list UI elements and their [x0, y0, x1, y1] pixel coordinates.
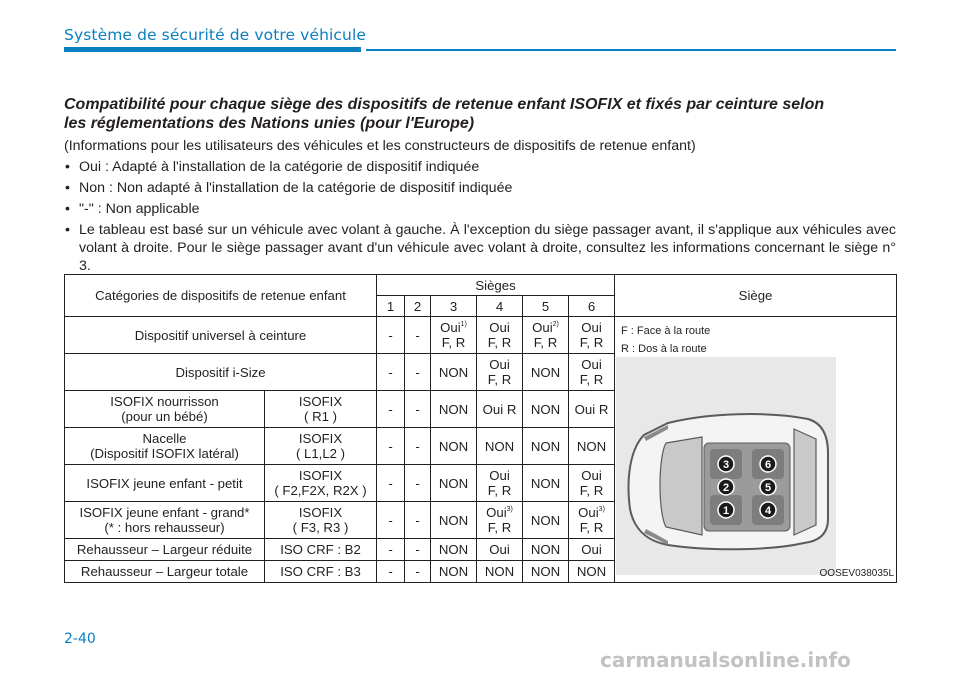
header-bar-thick — [64, 47, 361, 52]
cell: - — [405, 539, 431, 561]
row-category: Rehausseur – Largeur réduite — [65, 539, 265, 561]
main-content — [64, 95, 896, 275]
cell: Oui$^{2)}$ F, R — [523, 317, 569, 354]
row-category: Rehausseur – Largeur totale — [65, 561, 265, 583]
seat-diagram-cell — [615, 317, 897, 583]
row-category: ISOFIX jeune enfant - petit — [65, 465, 265, 502]
cell: - — [377, 391, 405, 428]
svg-text:6: 6 — [764, 459, 772, 471]
watermark: carmanualsonline.info — [600, 648, 851, 672]
cell: Oui R — [569, 391, 615, 428]
seat-marker-4-icon — [760, 502, 776, 518]
cell: - — [405, 354, 431, 391]
bullet-item: • Le tableau est basé sur un véhicule avec volant à gauche. À l'exception du siège passager avant, il s'applique aux véhicules avec volant à droite. Pour le siège passager avant d'un véhicule avec volant à droite, consultez les informations concernant le siège n° 3. — [65, 222, 896, 274]
cell: NON — [523, 354, 569, 391]
cell: - — [405, 465, 431, 502]
cell: NON — [523, 561, 569, 583]
svg-text:2: 2 — [722, 482, 730, 494]
header-bar-thin — [366, 49, 896, 51]
row-category: ISOFIX jeune enfant - grand* (* : hors rehausseur) — [65, 502, 265, 539]
cell: NON — [431, 502, 477, 539]
seat-number: 1 — [377, 296, 405, 317]
cell: - — [405, 502, 431, 539]
cell: NON — [569, 561, 615, 583]
row-category: ISOFIX nourrisson (pour un bébé) — [65, 391, 265, 428]
cell: NON — [523, 465, 569, 502]
cell: Oui — [477, 539, 523, 561]
cell: - — [405, 391, 431, 428]
row-subcategory: ISOFIX ( F2,F2X, R2X ) — [265, 465, 377, 502]
cell: NON — [569, 428, 615, 465]
cell: Oui R — [477, 391, 523, 428]
cell: Oui$^{3)}$ F, R — [569, 502, 615, 539]
cell: NON — [431, 561, 477, 583]
cell: NON — [431, 428, 477, 465]
page-number: 2-40 — [64, 631, 96, 647]
cell: - — [377, 561, 405, 583]
cell: Oui$^{3)}$ F, R — [477, 502, 523, 539]
car-top-view-icon — [616, 357, 836, 575]
cell: - — [377, 465, 405, 502]
row-subcategory: ISOFIX ( R1 ) — [265, 391, 377, 428]
intro-text: (Informations pour les utilisateurs des véhicules et les constructeurs de dispositifs de retenue enfant) — [64, 138, 696, 154]
bullet-item: • Non : Non adapté à l'installation de la catégorie de dispositif indiquée — [65, 180, 513, 196]
cell: Oui F, R — [569, 317, 615, 354]
diagram-legend: F : Face à la route R : Dos à la route — [621, 325, 711, 355]
cell: - — [405, 428, 431, 465]
cell: NON — [523, 391, 569, 428]
section-title: Système de sécurité de votre véhicule — [64, 26, 366, 44]
cell: - — [377, 317, 405, 354]
seat-number: 4 — [477, 296, 523, 317]
cell: Oui F, R — [569, 465, 615, 502]
page-heading — [64, 95, 896, 133]
cell: NON — [431, 354, 477, 391]
header-siege: Siège — [615, 275, 897, 317]
table-header-row — [65, 275, 897, 296]
cell: NON — [431, 391, 477, 428]
cell: - — [377, 354, 405, 391]
svg-text:3: 3 — [722, 459, 730, 471]
cell: NON — [431, 539, 477, 561]
compatibility-table — [64, 274, 897, 583]
cell: NON — [523, 502, 569, 539]
bullet-item: • "-" : Non applicable — [65, 201, 200, 217]
heading-line-1: Compatibilité pour chaque siège des dispositifs de retenue enfant ISOFIX et fixés par ceinture selon — [64, 96, 825, 113]
cell: NON — [477, 561, 523, 583]
svg-text:5: 5 — [764, 482, 772, 494]
cell: - — [377, 539, 405, 561]
row-category: Dispositif i-Size — [65, 354, 377, 391]
table-row — [65, 317, 897, 354]
row-category: Dispositif universel à ceinture — [65, 317, 377, 354]
heading-line-2: les réglementations des Nations unies (pour l'Europe) — [64, 115, 475, 132]
car-seat-diagram — [616, 357, 836, 575]
cell: Oui F, R — [477, 354, 523, 391]
seat-marker-1-icon — [718, 502, 734, 518]
svg-text:4: 4 — [764, 505, 772, 517]
cell: - — [377, 502, 405, 539]
header-sieges: Sièges — [377, 275, 615, 296]
header-categories: Catégories de dispositifs de retenue enfant — [65, 275, 377, 317]
cell: NON — [477, 428, 523, 465]
seat-number: 3 — [431, 296, 477, 317]
seat-number: 6 — [569, 296, 615, 317]
row-subcategory: ISO CRF : B3 — [265, 561, 377, 583]
cell: Oui$^{1)}$ F, R — [431, 317, 477, 354]
seat-marker-5-icon — [760, 479, 776, 495]
cell: - — [405, 317, 431, 354]
cell: NON — [523, 428, 569, 465]
seat-marker-6-icon — [760, 456, 776, 472]
cell: NON — [431, 465, 477, 502]
cell: - — [405, 561, 431, 583]
svg-text:1: 1 — [722, 505, 730, 517]
row-subcategory: ISO CRF : B2 — [265, 539, 377, 561]
bullet-item: • Oui : Adapté à l'installation de la catégorie de dispositif indiquée — [65, 159, 480, 175]
legend-bullets — [64, 158, 896, 275]
cell: - — [377, 428, 405, 465]
seat-number: 2 — [405, 296, 431, 317]
cell: Oui F, R — [569, 354, 615, 391]
cell: Oui F, R — [477, 317, 523, 354]
seat-marker-3-icon — [718, 456, 734, 472]
seat-marker-2-icon — [718, 479, 734, 495]
cell: Oui — [569, 539, 615, 561]
image-code: OOSEV038035L — [819, 568, 895, 579]
cell: Oui F, R — [477, 465, 523, 502]
seat-number: 5 — [523, 296, 569, 317]
row-subcategory: ISOFIX ( F3, R3 ) — [265, 502, 377, 539]
row-category: Nacelle (Dispositif ISOFIX latéral) — [65, 428, 265, 465]
row-subcategory: ISOFIX ( L1,L2 ) — [265, 428, 377, 465]
cell: NON — [523, 539, 569, 561]
